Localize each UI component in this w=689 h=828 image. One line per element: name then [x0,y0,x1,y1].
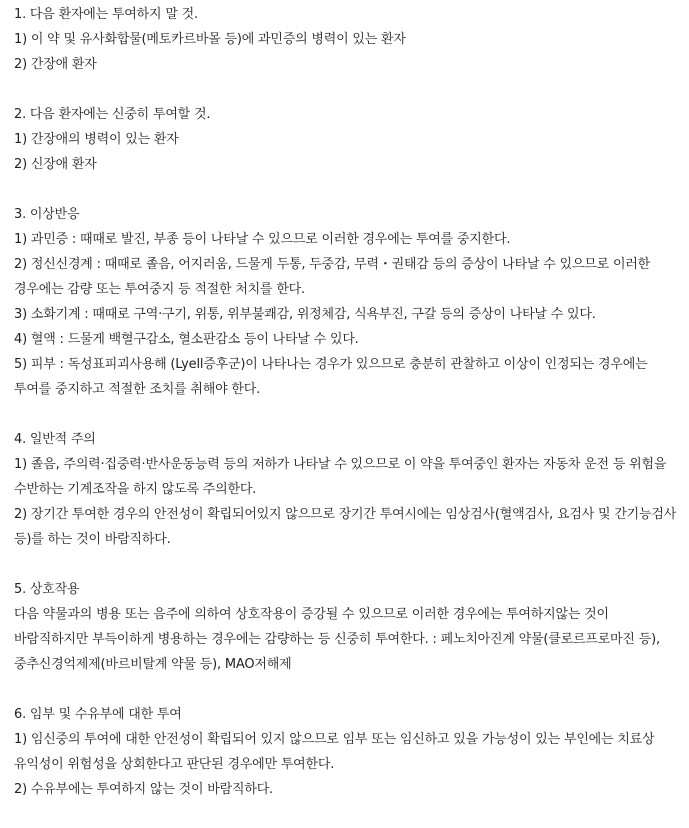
list-item: 2) 수유부에는 투여하지 않는 것이 바람직하다. [14,782,273,797]
list-item: 1) 과민증 : 때때로 발진, 부종 등이 나타날 수 있으므로 이러한 경우에는 투여를 중지한다. [14,232,511,247]
section-adverse-reactions [14,202,677,402]
list-item: 1) 간장애의 병력이 있는 환자 [14,132,179,147]
section-contraindications [14,2,677,77]
list-item: 2) 장기간 투여한 경우의 안전성이 확립되어있지 않으므로 장기간 투여시에는 임상검사(혈액검사, 요검사 및 간기능검사 등)를 하는 것이 바람직하다. [14,507,677,547]
section-pregnancy-lactation [14,702,677,802]
section-general-precautions [14,427,677,552]
list-item: 5) 피부 : 독성표피괴사용해 (Lyell증후군)이 나타나는 경우가 있으므로 충분히 관찰하고 이상이 인정되는 경우에는 투여를 중지하고 적절한 조치를 취해야 한다. [14,357,648,397]
section-heading: 4. 일반적 주의 [14,432,96,447]
section-heading: 3. 이상반응 [14,207,80,222]
section-interactions [14,577,677,677]
section-careful-administration [14,102,677,177]
list-item: 1) 이 약 및 유사화합물(메토카르바몰 등)에 과민증의 병력이 있는 환자 [14,32,406,47]
list-item: 4) 혈액 : 드물게 백혈구감소, 혈소판감소 등이 나타날 수 있다. [14,332,359,347]
list-item: 3) 소화기계 : 때때로 구역·구기, 위통, 위부불쾌감, 위정체감, 식욕부진, 구갈 등의 증상이 나타날 수 있다. [14,307,596,322]
list-item: 1) 졸음, 주의력·집중력·반사운동능력 등의 저하가 나타날 수 있으므로 이 약을 투여중인 환자는 자동차 운전 등 위험을 수반하는 기계조작을 하지 않도록 주의한다. [14,457,667,497]
list-item: 1) 임신중의 투여에 대한 안전성이 확립되어 있지 않으므로 임부 또는 임신하고 있을 가능성이 있는 부인에는 치료상 유익성이 위험성을 상회한다고 판단된 경우에만 투여한다. [14,732,655,772]
list-item: 2) 간장애 환자 [14,57,97,72]
section-heading: 5. 상호작용 [14,582,80,597]
section-heading: 6. 임부 및 수유부에 대한 투여 [14,707,182,722]
list-item: 2) 신장애 환자 [14,157,97,172]
paragraph: 다음 약물과의 병용 또는 음주에 의하여 상호작용이 증강될 수 있으므로 이러한 경우에는 투여하지않는 것이 바람직하지만 부득이하게 병용하는 경우에는 감량하는 등 신중히 투여한다. : 페노치아진계 약물(클로르프로마진 등), 중추신경억제제(바르비탈계 약물 등), MAO저해제 [14,607,660,672]
list-item: 2) 정신신경계 : 때때로 졸음, 어지러움, 드물게 두통, 두중감, 무력・권태감 등의 증상이 나타날 수 있으므로 이러한 경우에는 감량 또는 투여중지 등 적절한 처치를 한다. [14,257,651,297]
section-heading: 2. 다음 환자에는 신중히 투여할 것. [14,107,211,122]
section-heading: 1. 다음 환자에는 투여하지 말 것. [14,7,198,22]
